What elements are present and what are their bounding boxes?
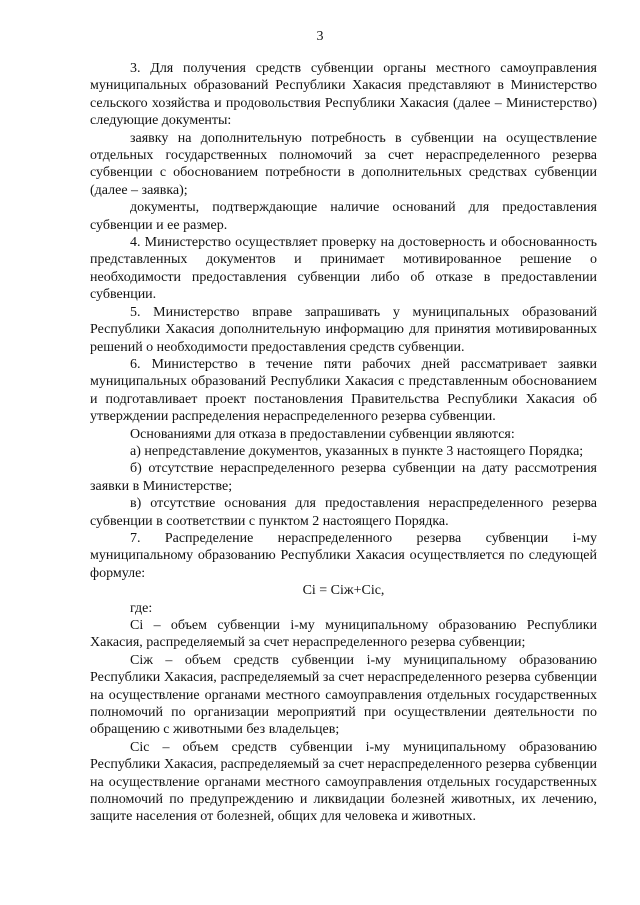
where-label: где: <box>130 600 153 616</box>
definition-cis: Ciс – объем средств субвенции i-му муниципальному образованию Республики Хакасия, распределяемый за счет нераспределенного резерва субвенции на осуществление органами местного самоуправления отдельных государственных полномочий по предупреждению и ликвидации болезней животных, их лечению, защите населения от болезней, общих для человека и животных. <box>90 739 597 825</box>
paragraph-5: 5. Министерство вправе запрашивать у муниципальных образований Республики Хакасия дополнительную информацию для принятия мотивированных решений о необходимости предоставления средств субвенции. <box>90 304 597 355</box>
paragraph-3: 3. Для получения средств субвенции органы местного самоуправления муниципальных образований Республики Хакасия представляют в Министерство сельского хозяйства и продовольствия Республики Хакасия (далее – Министерство) следующие документы: <box>90 61 597 129</box>
definition-ci: Ci – объем субвенции i-му муниципальному образованию Республики Хакасия, распределяемый за счет нераспределенного резерва субвенции; <box>90 618 597 651</box>
paragraph-3-item-application: заявку на дополнительную потребность в субвенции на осуществление отдельных государственных полномочий за счет нераспределенного резерва субвенции с обоснованием потребности в дополнительных средствах субвенции (далее – заявка); <box>90 130 597 198</box>
refusal-ground-b: б) отсутствие нераспределенного резерва субвенции на дату рассмотрения заявки в Министерстве; <box>90 461 597 494</box>
paragraph-6: 6. Министерство в течение пяти рабочих дней рассматривает заявки муниципальных образований Республики Хакасия с представленным обоснованием и подготавливает проект постановления Правительства Республики Хакасия об утверждении распределения нераспределенного резерва субвенции. <box>90 356 597 425</box>
page-number: 3 <box>316 29 324 44</box>
document-body <box>90 60 597 826</box>
refusal-grounds-heading: Основаниями для отказа в предоставлении субвенции являются: <box>130 426 515 442</box>
paragraph-3-item-documents: документы, подтверждающие наличие оснований для предоставления субвенции и ее размер. <box>90 200 597 233</box>
paragraph-7: 7. Распределение нераспределенного резерва субвенции i-му муниципальному образованию Республики Хакасия осуществляется по следующей формуле: <box>90 530 597 581</box>
definition-cizh: Ciж – объем средств субвенции i-му муниципальному образованию Республики Хакасия, распределяемый за счет нераспределенного резерва субвенции на осуществление органами местного самоуправления отдельных государственных полномочий по организации мероприятий при осуществлении деятельности по обращению с животными без владельцев; <box>90 652 597 738</box>
refusal-ground-a: а) непредставление документов, указанных в пункте 3 настоящего Порядка; <box>130 443 584 459</box>
paragraph-4: 4. Министерство осуществляет проверку на достоверность и обоснованность представленных документов и принимает мотивированное решение о необходимости предоставления субвенции либо об отказе в предоставлении субвенции. <box>90 235 597 303</box>
refusal-ground-c: в) отсутствие основания для предоставления нераспределенного резерва субвенции в соответствии с пунктом 2 настоящего Порядка. <box>90 496 597 529</box>
distribution-formula: Ci = Ciж+Ciс, <box>302 583 385 599</box>
